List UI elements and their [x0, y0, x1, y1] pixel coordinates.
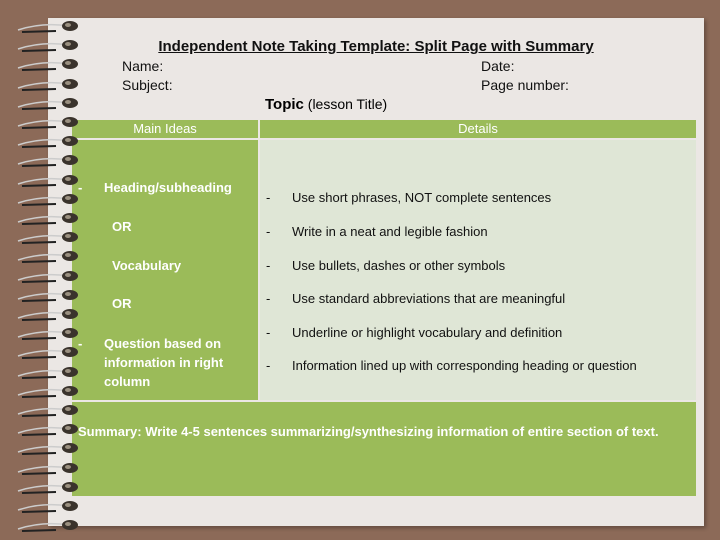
spiral-ring-icon: [8, 270, 78, 284]
spiral-ring-icon: [8, 346, 78, 360]
topic-bold: Topic: [265, 96, 304, 113]
topic-subtitle: (lesson Title): [307, 96, 388, 112]
main-idea-item: Vocabulary: [112, 258, 182, 273]
detail-item: - Write in a neat and legible fashion: [266, 224, 488, 239]
spiral-ring-icon: [8, 500, 78, 514]
spiral-ring-icon: [8, 289, 78, 303]
main-ideas-column: [72, 140, 260, 400]
detail-item: - Underline or highlight vocabulary and definition: [266, 325, 563, 340]
topic-heading: [265, 96, 387, 113]
spiral-ring-icon: [8, 442, 78, 456]
date-label: Date:: [481, 58, 515, 74]
spiral-ring-icon: [8, 423, 78, 437]
spiral-ring-icon: [8, 58, 78, 72]
subject-label: Subject:: [122, 77, 173, 93]
spiral-ring-icon: [8, 174, 78, 188]
spiral-ring-icon: [8, 135, 78, 149]
details-column: [260, 140, 696, 400]
page-number-label: Page number:: [481, 77, 569, 93]
header-main-ideas: Main Ideas: [72, 120, 260, 138]
spiral-ring-icon: [8, 519, 78, 533]
main-idea-item: OR: [112, 219, 132, 234]
spiral-ring-icon: [8, 308, 78, 322]
table-header: [72, 120, 696, 138]
main-idea-item: OR: [112, 296, 132, 311]
spiral-ring-icon: [8, 327, 78, 341]
spiral-ring-icon: [8, 154, 78, 168]
spiral-ring-icon: [8, 193, 78, 207]
header-details: Details: [458, 121, 498, 136]
summary-section: Summary: Write 4-5 sentences summarizing/synthesizing information of entire section of text.: [72, 402, 696, 496]
spiral-ring-icon: [8, 462, 78, 476]
spiral-ring-icon: [8, 116, 78, 130]
spiral-ring-icon: [8, 231, 78, 245]
spiral-ring-icon: [8, 404, 78, 418]
detail-item: - Use bullets, dashes or other symbols: [266, 258, 506, 273]
name-label: Name:: [122, 58, 164, 74]
spiral-ring-icon: [8, 481, 78, 495]
spiral-ring-icon: [8, 212, 78, 226]
main-idea-item: - Heading/subheading: [78, 180, 232, 195]
spiral-ring-icon: [8, 78, 78, 92]
spiral-ring-icon: [8, 385, 78, 399]
spiral-ring-icon: [8, 366, 78, 380]
spiral-ring-icon: [8, 250, 78, 264]
detail-item: - Use short phrases, NOT complete sentences: [266, 190, 552, 205]
notes-table: [72, 120, 696, 496]
notebook-page: [48, 18, 704, 526]
spiral-ring-icon: [8, 39, 78, 53]
page-title: Independent Note Taking Template: Split Page with Summary: [158, 38, 594, 55]
main-idea-item: - Question based on information in right column: [78, 336, 224, 389]
detail-item: - Use standard abbreviations that are meaningful: [266, 291, 566, 306]
spiral-ring-icon: [8, 97, 78, 111]
detail-item: - Information lined up with corresponding heading or question: [266, 358, 637, 373]
spiral-ring-icon: [8, 20, 78, 34]
